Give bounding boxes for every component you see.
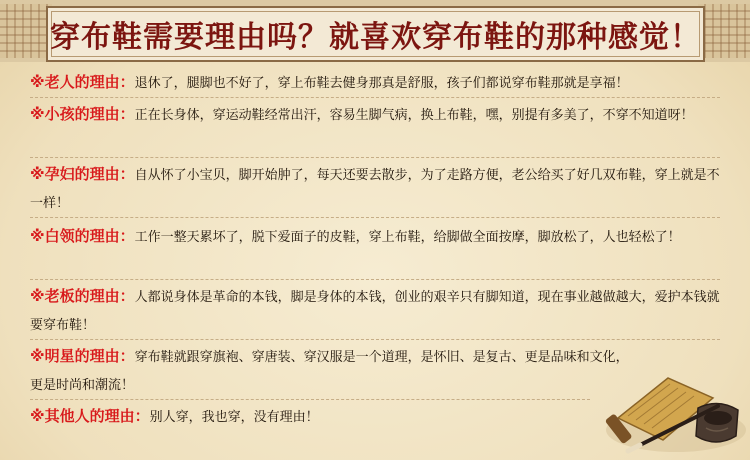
lattice-pattern-left — [0, 4, 52, 58]
inkstone-icon — [696, 403, 738, 442]
decoration-scroll-inkstone — [598, 348, 748, 458]
reason-item-boss — [30, 282, 720, 340]
reason-label: ※小孩的理由： — [30, 105, 135, 123]
reason-label: ※老人的理由： — [30, 73, 135, 91]
reason-text: 别人穿，我也穿，没有理由！ — [149, 410, 319, 425]
reason-text: 工作一整天累坏了，脱下爱面子的皮鞋，穿上布鞋，给脚做全面按摩，脚放松了，人也轻松了！ — [134, 230, 681, 245]
reason-text: 穿布鞋就跟穿旗袍、穿唐装、穿汉服是一个道理，是怀旧、是复古、更是品味和文化，更是时尚和潮流！ — [30, 350, 629, 393]
divider — [30, 217, 720, 218]
reason-label: ※其他人的理由： — [30, 407, 150, 425]
reason-item-child — [30, 100, 720, 130]
reason-item-elderly — [30, 68, 720, 98]
reason-item-pregnant — [30, 160, 720, 218]
reason-text: 人都说身体是革命的本钱，脚是身体的本钱，创业的艰辛只有脚知道，现在事业越做越大，爱护本钱就要穿布鞋！ — [30, 290, 720, 333]
reason-label: ※老板的理由： — [30, 287, 135, 305]
reason-label: ※白领的理由： — [30, 227, 135, 245]
reason-text: 自从怀了小宝贝，脚开始肿了，每天还要去散步，为了走路方便，老公给买了好几双布鞋，穿上就是不一样！ — [30, 168, 720, 211]
reason-text: 退休了，腿脚也不好了，穿上布鞋去健身那真是舒服，孩子们都说穿布鞋那就是享福！ — [134, 76, 629, 91]
reason-label: ※明星的理由： — [30, 347, 135, 365]
title-banner — [0, 0, 750, 62]
reason-item-celebrity — [30, 342, 630, 400]
divider — [30, 157, 720, 158]
reason-label: ※孕妇的理由： — [30, 165, 135, 183]
title-box — [46, 6, 705, 62]
divider — [30, 279, 720, 280]
divider — [30, 339, 720, 340]
page-title: 穿布鞋需要理由吗？就喜欢穿布鞋的那种感觉！ — [50, 20, 701, 55]
divider — [30, 399, 590, 400]
reason-text: 正在长身体，穿运动鞋经常出汗，容易生脚气病，换上布鞋，嘿，别提有多美了，不穿不知道呀！ — [134, 108, 694, 123]
reason-item-white-collar — [30, 222, 720, 252]
lattice-pattern-right — [698, 4, 750, 58]
divider — [30, 97, 720, 98]
